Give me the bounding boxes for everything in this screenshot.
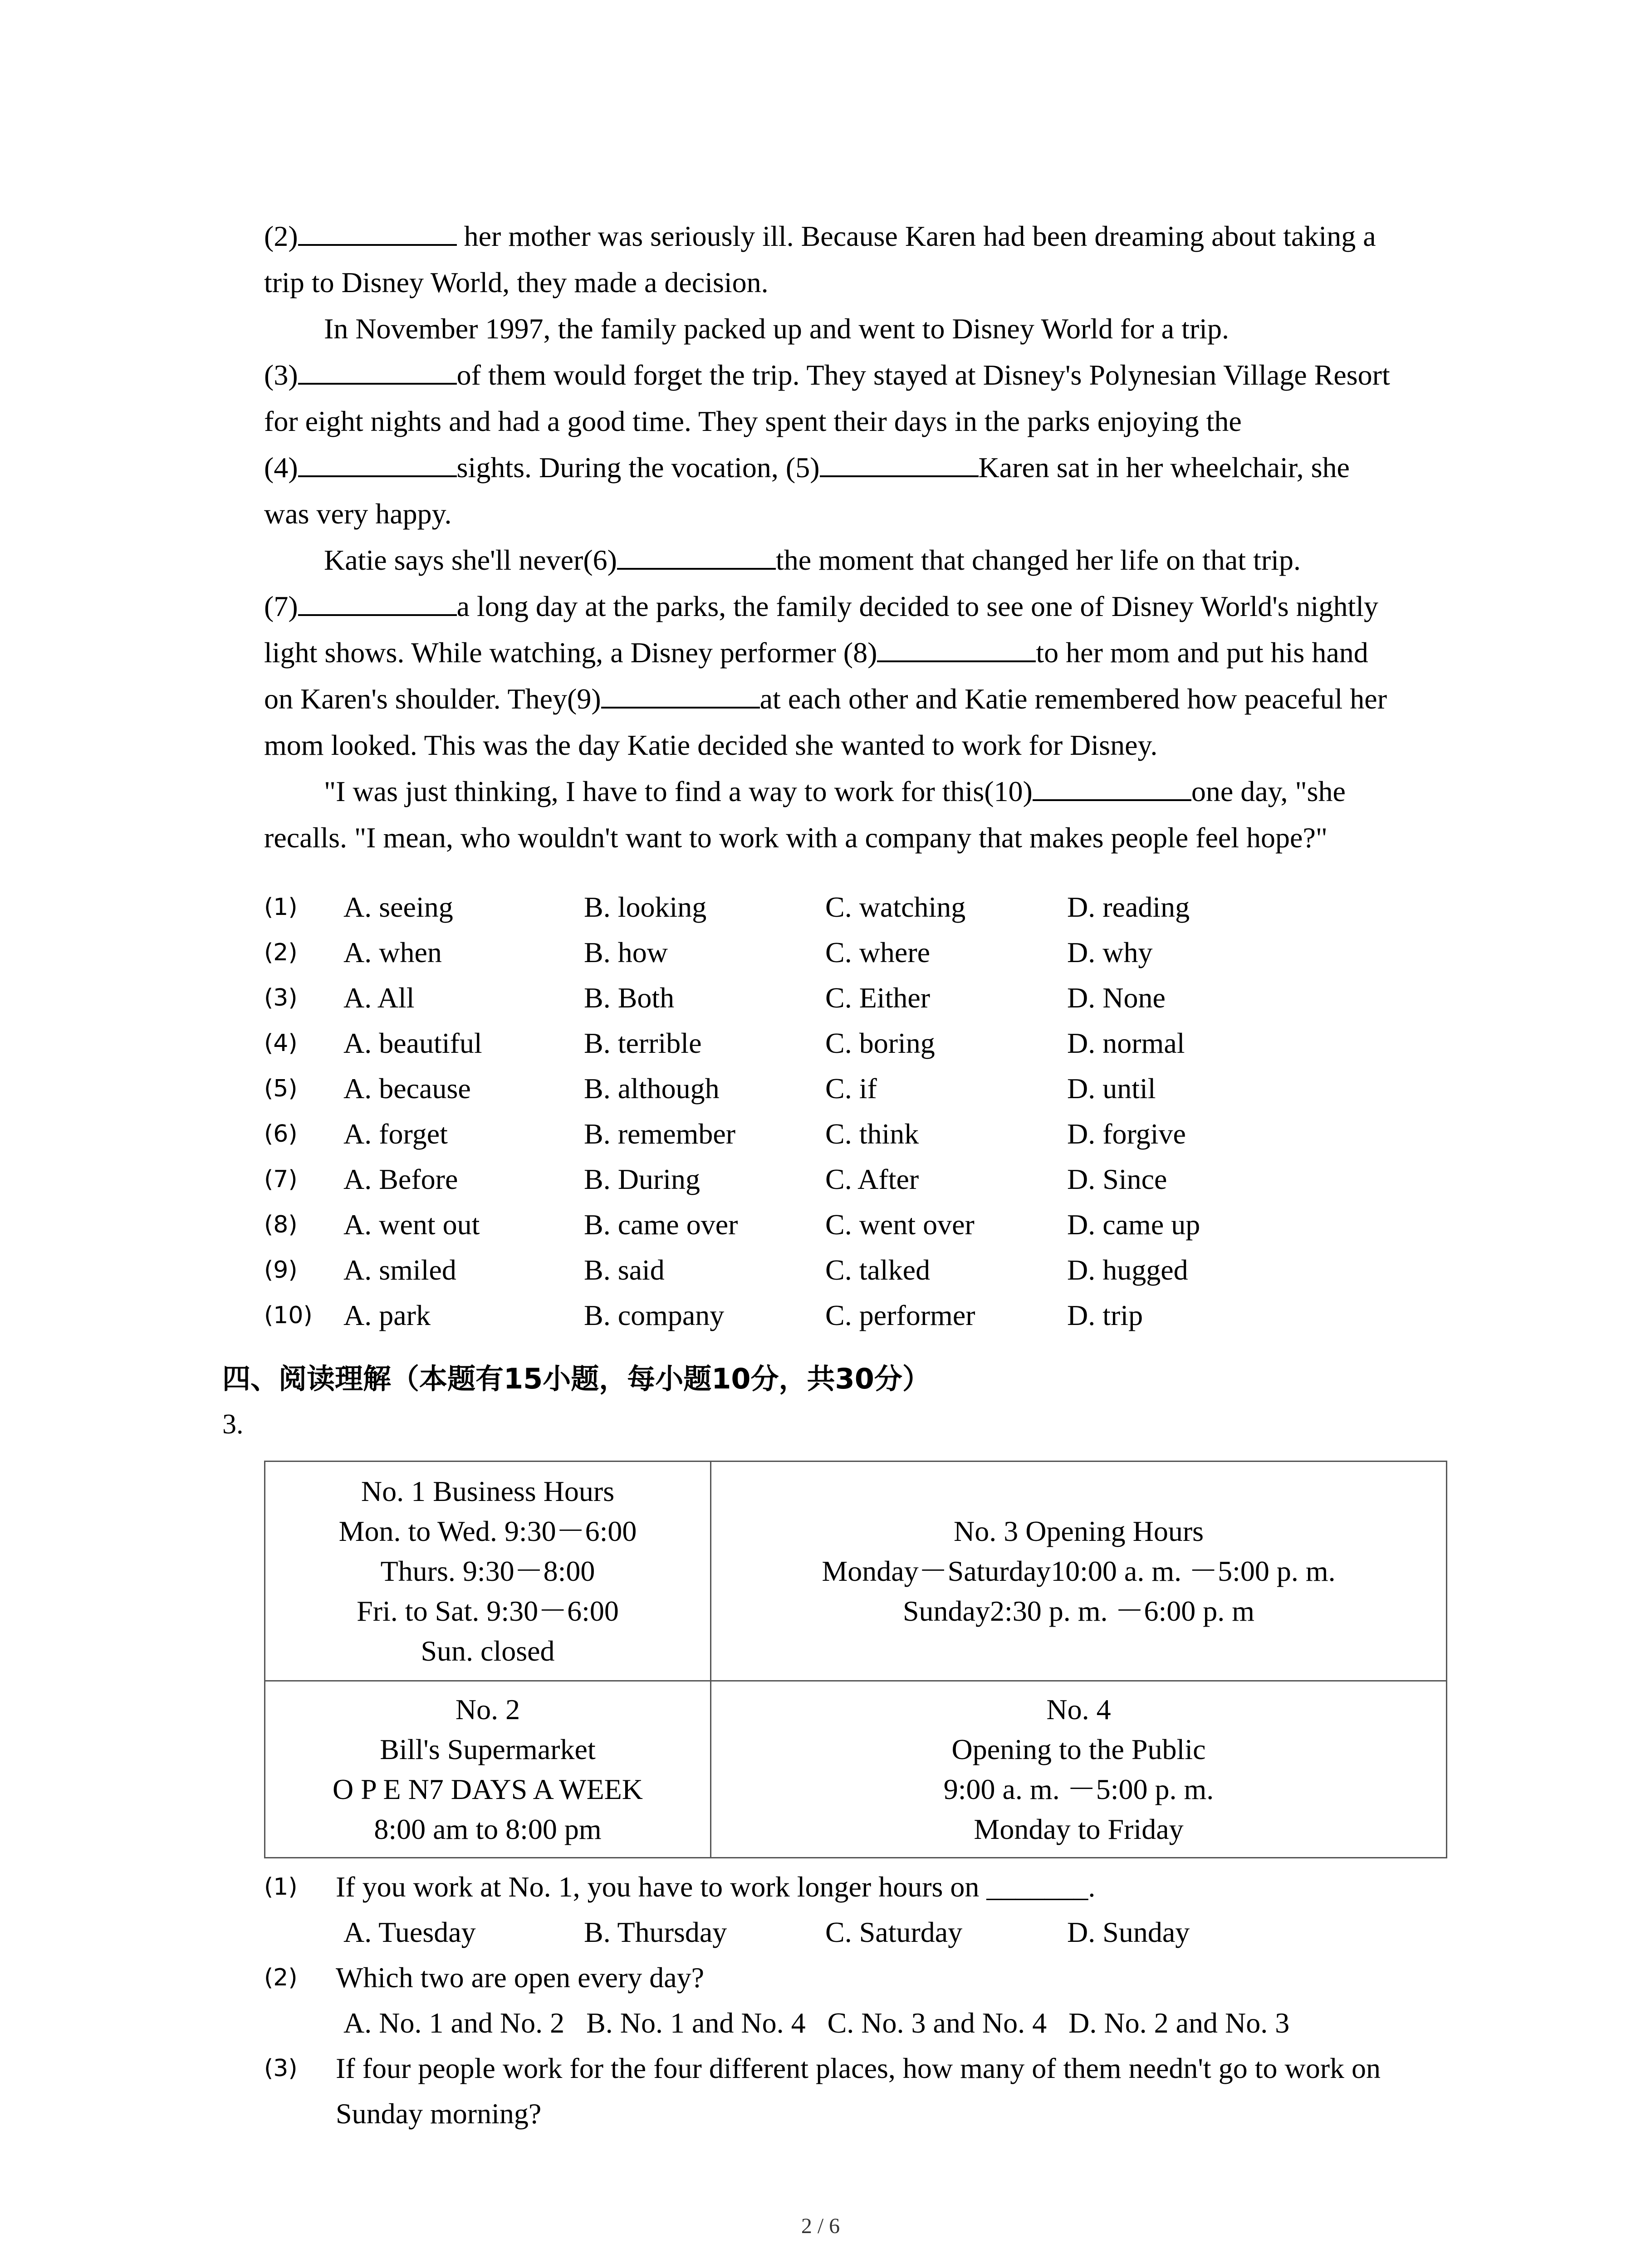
question-number: 3. bbox=[222, 1409, 244, 1440]
section-title: 四、阅读理解（本题有15小题，每小题10分，共30分） bbox=[222, 1362, 931, 1395]
answer-blank bbox=[617, 542, 776, 570]
table-cell-no4: No. 4 Opening to the Public 9:00 a. m. －5:00 p. m. Monday to Friday bbox=[711, 1681, 1447, 1858]
table-cell-no2: No. 2 Bill's Supermarket O P E N7 DAYS A WEEK 8:00 am to 8:00 pm bbox=[265, 1681, 711, 1858]
document-page: (2) her mother was seriously ill. Because Karen had been dreaming about taking a trip to Disney World, they made a decision. In November 1997, the family packed up and went to Disney World for a trip. (3) of them would forget the trip. They stayed at Disney's Polynesian Village Resort for eight nights and had a good time. They spent their days in the parks enjoying the (4) sights. During the vocation, (5) Karen sat in her wheelchair, she was very happy. Katie says she'll never(6) the moment that changed her life on that trip. (7) a long day at the parks, the family decided to see one of Disney World's nightly light shows. While watching, a Disney performer (8) to her mom and put his hand on Karen's shoulder. They(9) at each other and Katie remembered how peaceful her mom looked. This was the day Katie decided she wanted to work for Disney. "I was just thinking, I have to find a way to work for this(10) one day, "she recalls. "I mean, who wouldn't want to work with a company that makes people feel hope?" (1) A. seeing B. looking C. watching D. reading (2) A. when B. how C. where D. why (3) A. All B. Both C. Either D. None (4) A. beautiful B. terrible C. boring D. normal (5) A. because B. although C. if D. until (6) A. forget B. remember C. think D. forgive (7) A. Before B. During C. After D. Since (8) A. went out B. came over C. went over D. came up (9) A. smiled B. said C. talked D. hugged (10) A. park B. company C. performer D. trip 四、阅读理解（本题有15小题，每小题10分，共30分） 3. No. 1 Business Hours Mon. to Wed. 9:30－6:00 Thurs. 9:30－8:00 Fri. to Sat. 9:30－6:00 Sun. closed No. 3 Opening Hours Monday－Saturday10:00 a. m. －5:00 p. m. Sunday2:30 p. m. －6:00 p. m No. 2 Bill's Supermarket O P E N7 DAYS A WEEK 8:00 am to 8:00 pm No. 4 Opening to the Public 9:00 a. m. －5:00 p. m. Monday to Friday (1) If you work at No. 1, you have to work longer hours on _______. A. Tuesday B. Thursday C. Saturday D. Sunday (2) Which two are open every day? A. No. 1 and No. 2 B. No. 1 and No. 4 C. No. 3 and No. 4 D. No. 2 and No. 3 (3) If four people work for the four different places, how many of them needn't go to work on Sunday morning? 2 / 6 bbox=[0, 0, 1641, 2268]
table-cell-no1: No. 1 Business Hours Mon. to Wed. 9:30－6:00 Thurs. 9:30－8:00 Fri. to Sat. 9:30－6:00 Sun. closed bbox=[265, 1461, 711, 1681]
answer-blank bbox=[877, 634, 1036, 662]
passage-line: on Karen's shoulder. They(9) at each other and Katie remembered how peaceful her bbox=[264, 676, 1448, 722]
passage-line: light shows. While watching, a Disney performer (8) to her mom and put his hand bbox=[264, 630, 1448, 676]
answer-blank bbox=[298, 357, 457, 385]
passage-line: recalls. "I mean, who wouldn't want to work with a company that makes people feel hope?" bbox=[264, 821, 1327, 854]
passage-line: trip to Disney World, they made a decision. bbox=[264, 266, 769, 298]
answer-blank bbox=[298, 449, 457, 477]
answer-blank bbox=[1033, 773, 1191, 801]
passage-line: In November 1997, the family packed up and went to Disney World for a trip. bbox=[324, 313, 1229, 345]
answer-blank bbox=[298, 218, 457, 246]
cloze-passage bbox=[264, 213, 1448, 861]
passage-line: (2) her mother was seriously ill. Because Karen had been dreaming about taking a bbox=[264, 213, 1448, 259]
passage-line: for eight nights and had a good time. They spent their days in the parks enjoying the bbox=[264, 405, 1242, 437]
passage-line: was very happy. bbox=[264, 498, 452, 530]
passage-line: (7) a long day at the parks, the family decided to see one of Disney World's nightly bbox=[264, 583, 1448, 630]
passage-line: "I was just thinking, I have to find a way to work for this(10) one day, "she bbox=[264, 768, 1448, 815]
answer-blank bbox=[820, 449, 979, 477]
passage-line: (3) of them would forget the trip. They stayed at Disney's Polynesian Village Resort bbox=[264, 352, 1448, 398]
answer-blank bbox=[601, 680, 760, 709]
passage-line: mom looked. This was the day Katie decided she wanted to work for Disney. bbox=[264, 729, 1158, 761]
table-cell-no3: No. 3 Opening Hours Monday－Saturday10:00 a. m. －5:00 p. m. Sunday2:30 p. m. －6:00 p. m bbox=[711, 1461, 1447, 1681]
opening-hours-table bbox=[264, 1461, 1447, 1858]
passage-line: Katie says she'll never(6) the moment that changed her life on that trip. bbox=[264, 537, 1448, 583]
answer-blank bbox=[298, 588, 457, 616]
page-number: 2 / 6 bbox=[801, 2214, 840, 2238]
passage-line: (4) sights. During the vocation, (5) Karen sat in her wheelchair, she bbox=[264, 445, 1448, 491]
